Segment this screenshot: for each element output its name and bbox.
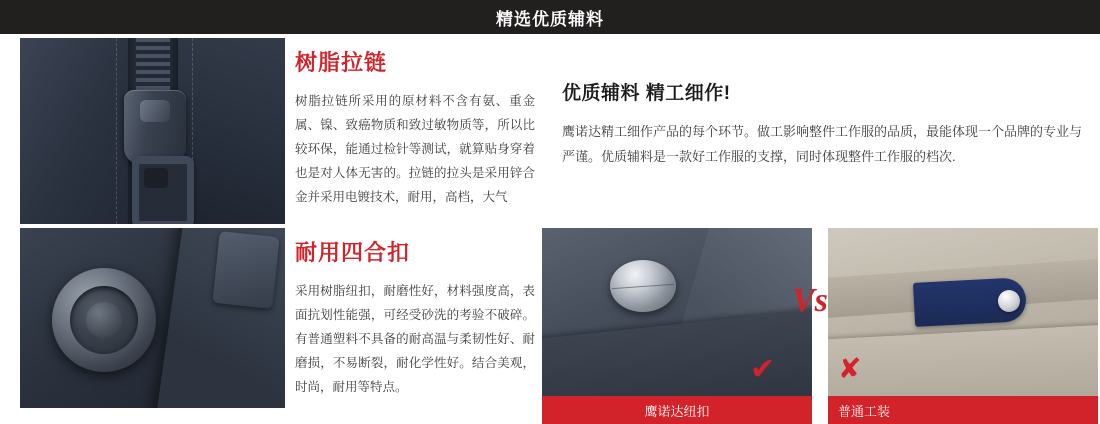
zipper-text-column xyxy=(295,46,535,209)
quality-description: 鹰诺达精工细作产品的每个环节。做工影响整件工作服的品质，最能体现一个品牌的专业与严谨。优质辅料是一款好工作服的支撑，同时体现整件工作服的档次. xyxy=(562,124,1083,165)
snap-center-dot xyxy=(86,302,122,338)
snap-title: 耐用四合扣 xyxy=(295,240,411,265)
snap-button-photo xyxy=(20,228,285,408)
quality-text-block xyxy=(562,78,1082,170)
page-title-banner xyxy=(0,0,1100,34)
comparison-right xyxy=(828,228,1098,424)
plain-snap-button xyxy=(998,290,1020,312)
zipper-title: 树脂拉链 xyxy=(295,50,388,75)
comparison-right-caption: 普通工装 xyxy=(838,403,891,419)
fabric-left xyxy=(20,38,138,224)
resin-zipper-photo xyxy=(20,38,285,224)
quality-heading: 优质辅料 精工细作! xyxy=(562,83,731,104)
zipper-pull-tab xyxy=(132,156,194,224)
zipper-pull-hole xyxy=(144,168,168,188)
cross-icon: ✘ xyxy=(838,352,862,385)
check-icon: ✔ xyxy=(750,352,776,387)
garment-flap-detail xyxy=(212,231,279,309)
zipper-description: 树脂拉链所采用的原材料不含有氨、重金属、镍、致癌物质和致过敏物质等，所以比较环保，能通过检针等测试，就算贴身穿着也是对人体无害的。拉链的拉头是采用锌合金并采用电镀技术，耐用，高档，大气 xyxy=(295,94,535,204)
snap-description: 采用树脂纽扣，耐磨性好，材料强度高，表面抗划性能强，可经受砂洗的考验不破碎。有普通塑料不具备的耐高温与柔韧性好、耐磨损，不易断裂，耐化学性好。结合美观，时尚，耐用等特点。 xyxy=(295,284,535,394)
page-title: 精选优质辅料 xyxy=(496,9,604,29)
stitch-line-left xyxy=(116,38,117,224)
comparison-left-caption: 鹰诺达纽扣 xyxy=(644,403,710,419)
snap-text-column xyxy=(295,236,535,399)
comparison-right-caption-bar xyxy=(828,396,1098,424)
comparison-left xyxy=(542,228,812,424)
comparison-left-caption-bar xyxy=(542,396,812,424)
zipper-slider xyxy=(124,90,186,164)
ordinary-workwear-photo xyxy=(828,228,1098,396)
vs-label: Vs xyxy=(792,282,828,319)
